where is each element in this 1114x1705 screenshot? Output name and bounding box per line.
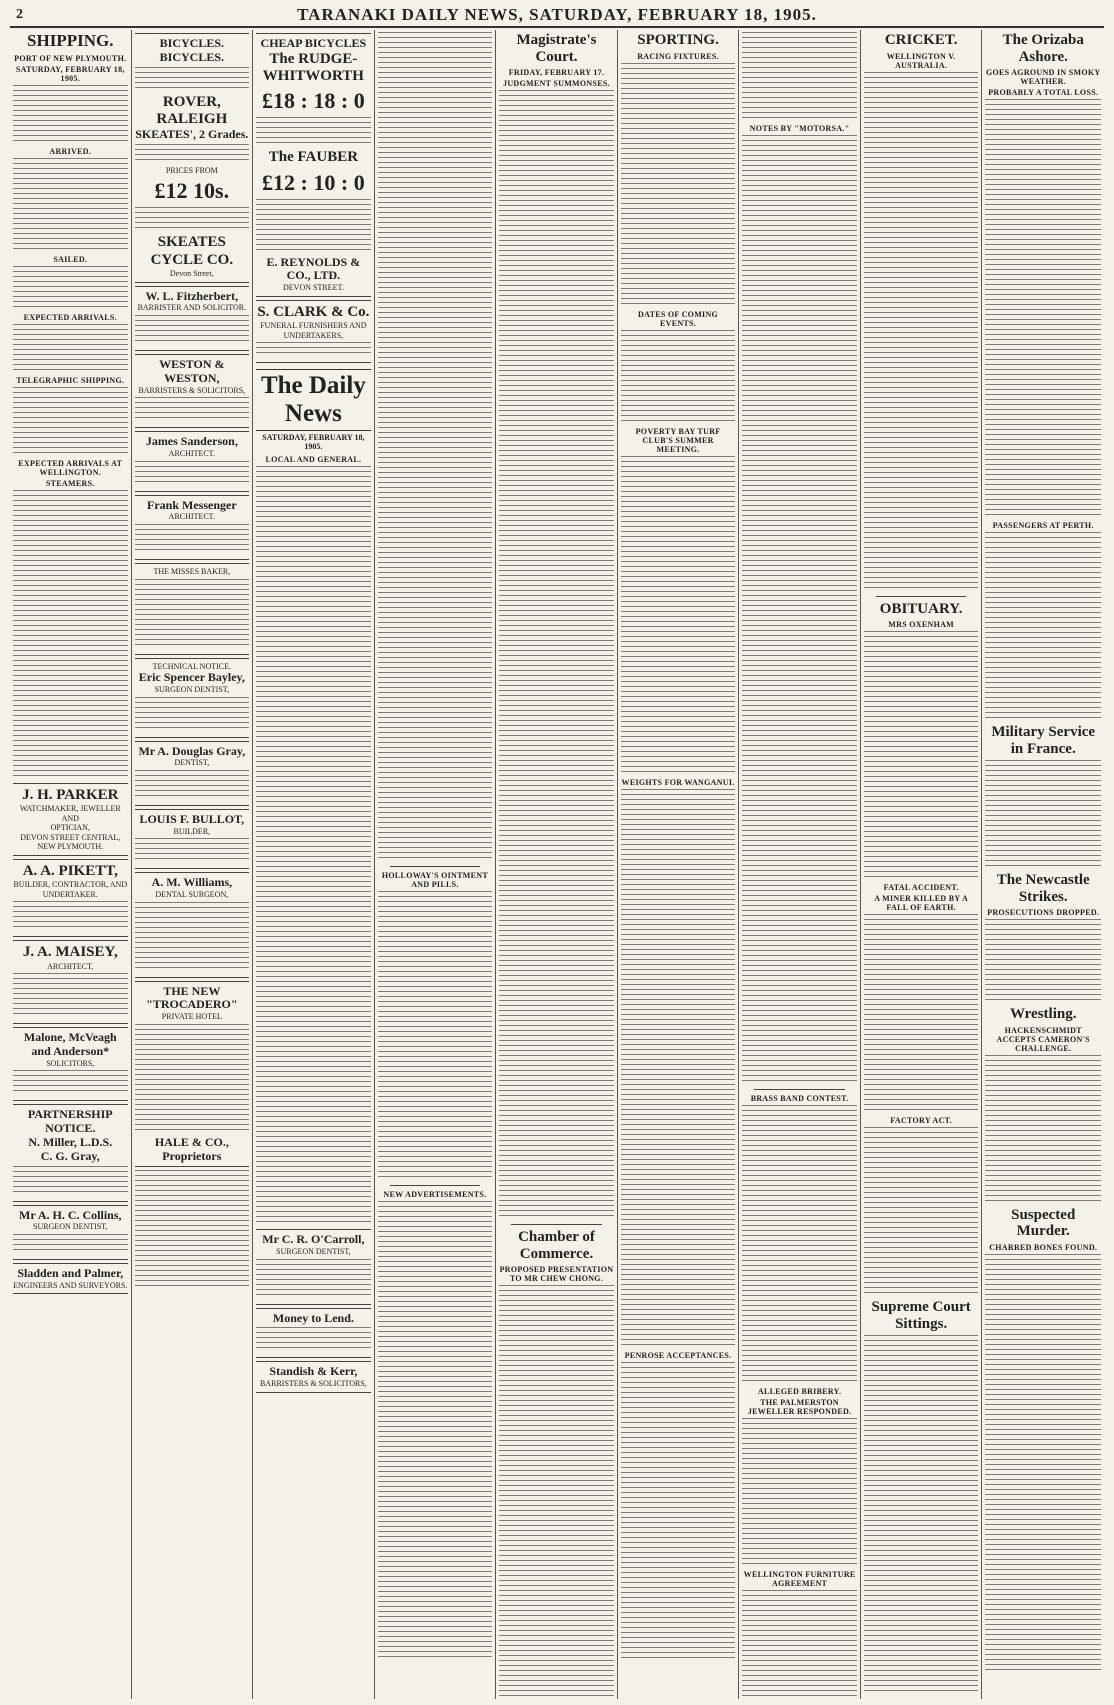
collins-line: SURGEON DENTIST, [33, 1222, 108, 1232]
malone-line: SOLICITORS, [46, 1058, 95, 1068]
standish-ad [256, 1361, 371, 1392]
text-block [135, 67, 250, 92]
chamber-subheading: PROPOSED PRESENTATION TO MR CHEW CHONG. [499, 1265, 614, 1283]
alleged-subheading: ALLEGED BRIBERY. [757, 1387, 842, 1396]
column-1 [10, 30, 132, 1699]
rudge-name: The RUDGE-WHITWORTH [262, 50, 364, 85]
text-block [256, 117, 371, 147]
baker-ad [135, 563, 250, 655]
text-block [499, 90, 614, 1220]
sporting-heading: SPORTING. [637, 32, 719, 48]
new-advertisements-heading: NEW ADVERTISEMENTS. [383, 1190, 487, 1199]
bayley-name: Eric Spencer Bayley, [138, 670, 245, 685]
judgment-subheading: JUDGMENT SUMMONSES. [503, 79, 610, 88]
orizaba-heading: The Orizaba Ashore. [1002, 32, 1084, 65]
sanderson-line: ARCHITECT. [168, 448, 215, 458]
pikett-ad [13, 859, 128, 937]
bullot-line: BUILDER, [173, 826, 211, 836]
fauber-price: £12 : 10 : 0 [262, 169, 365, 195]
daily-news-date: SATURDAY, FEBRUARY 18, 1905. [262, 433, 365, 452]
sladden-line: ENGINEERS AND SURVEYORS. [13, 1280, 128, 1290]
text-block [742, 135, 857, 1085]
skeates-grades: SKEATES', 2 Grades. [135, 127, 249, 142]
divider [390, 866, 481, 867]
text-block [621, 63, 736, 308]
text-block [985, 760, 1101, 870]
charred-subheading: CHARRED BONES FOUND. [989, 1242, 1098, 1252]
magistrate-date: FRIDAY, FEBRUARY 17. [508, 68, 605, 77]
divider [511, 1224, 602, 1225]
shipping-heading: SHIPPING. [27, 31, 114, 50]
douglas-ad [135, 741, 250, 806]
column-9 [982, 30, 1104, 1699]
wellington-furniture-subheading: WELLINGTON FURNITURE AGREEMENT [743, 1570, 856, 1588]
parker-name: J. H. PARKER [22, 786, 119, 803]
text-block [135, 461, 250, 486]
parker-line: OPTICIAN, [50, 823, 90, 833]
divider [390, 1185, 481, 1186]
reynolds-line: DEVON STREET. [283, 283, 344, 293]
text-block [864, 1335, 979, 1695]
text-block [256, 1327, 371, 1352]
ocarroll-ad [256, 1229, 371, 1304]
obituary-subheading: MRS OXENHAM [888, 620, 955, 629]
technical-heading: TECHNICAL NOTICE. [152, 661, 231, 671]
poverty-subheading: POVERTY BAY TURF CLUB'S SUMMER MEETING. [635, 426, 721, 454]
bayley-line: SURGEON DENTIST, [154, 684, 230, 694]
text-block [864, 1127, 979, 1297]
column-5 [496, 30, 618, 1699]
maisey-ad [13, 940, 128, 1024]
price-label: £12 10s. [154, 178, 230, 204]
masthead [10, 4, 1104, 28]
factory-heading: FACTORY ACT. [890, 1116, 952, 1125]
text-block [742, 1590, 857, 1699]
magistrate-heading: Magistrate's Court. [516, 32, 597, 65]
supreme-heading: Supreme Court Sittings. [871, 1299, 971, 1332]
text-block [13, 901, 128, 931]
events-subheading: DATES OF COMING EVENTS. [638, 309, 719, 328]
text-block [864, 914, 979, 1114]
passengers-subheading: PASSENGERS AT PERTH. [992, 521, 1094, 530]
text-block [13, 1070, 128, 1095]
column-2 [132, 30, 254, 1699]
column-8 [861, 30, 983, 1699]
bicycles-label: BICYCLES. [159, 36, 224, 50]
messenger-ad [135, 495, 250, 560]
money-heading: Money to Lend. [272, 1310, 354, 1325]
shipping-date: SATURDAY, FEBRUARY 18, 1905. [15, 64, 125, 83]
williams-ad [135, 872, 250, 977]
cheap-bicycles: CHEAP BICYCLES [260, 36, 367, 50]
partnership-ad [13, 1104, 128, 1201]
skeates-co-name: SKEATES CYCLE CO. [150, 234, 234, 268]
fatal-subheading: A MINER KILLED BY A FALL OF EARTH. [874, 894, 969, 912]
parker-line: DEVON STREET CENTRAL, [20, 832, 121, 842]
reynolds-name: E. REYNOLDS & CO., LTD. [266, 254, 361, 283]
weston-line: BARRISTERS & SOLICITORS, [138, 385, 246, 395]
wellington-subheading: EXPECTED ARRIVALS AT WELLINGTON. [18, 458, 123, 477]
text-block [135, 1170, 250, 1290]
text-block [621, 456, 736, 776]
skeates-co-line: Devon Street, [169, 268, 214, 278]
clark-name: S. CLARK & Co. [257, 303, 370, 320]
trocadero-ad [135, 981, 250, 1168]
text-block [135, 397, 250, 422]
messenger-line: ARCHITECT. [168, 512, 215, 522]
clark-line: FUNERAL FURNISHERS AND UNDERTAKERS, [260, 320, 367, 340]
collins-name: Mr A. H. C. Collins, [19, 1207, 122, 1222]
jeweller-subheading: THE PALMERSTON JEWELLER RESPONDED. [747, 1398, 852, 1416]
text-block [985, 919, 1101, 1004]
text-block [378, 1201, 493, 1661]
text-block [256, 342, 371, 357]
racing-subheading: RACING FIXTURES. [637, 51, 719, 61]
sanderson-ad [135, 431, 250, 491]
telegraphic-subheading: TELEGRAPHIC SHIPPING. [16, 375, 125, 385]
standish-name: Standish & Kerr, [269, 1364, 358, 1379]
orizaba-subheading: GOES AGROUND IN SMOKY WEATHER. [985, 68, 1101, 86]
text-block [135, 1024, 250, 1134]
text-block [985, 532, 1101, 722]
parker-line: NEW PLYMOUTH. [37, 842, 104, 852]
notes-subheading: NOTES BY "MOTORSA." [749, 124, 850, 133]
cricket-subheading: WELLINGTON V. AUSTRALIA. [886, 51, 956, 70]
orizaba-subheading-2: PROBABLY A TOTAL LOSS. [988, 88, 1099, 97]
malone-ad [13, 1027, 128, 1101]
text-block [621, 789, 736, 1349]
partnership-heading: PARTNERSHIP NOTICE. [27, 1107, 113, 1136]
text-block [13, 266, 128, 311]
pikett-name: A. A. PIKETT, [22, 862, 118, 879]
rudge-ad [256, 33, 371, 297]
maisey-name: J. A. MAISEY, [22, 944, 118, 961]
text-block [864, 631, 979, 881]
expected-subheading: EXPECTED ARRIVALS. [23, 312, 117, 322]
text-block [135, 207, 250, 232]
text-block [864, 72, 979, 592]
trocadero-name: THE NEW "TROCADERO" [146, 983, 238, 1012]
malone-name: Malone, McVeagh and Anderson* [23, 1030, 117, 1058]
column-4 [375, 30, 497, 1699]
rudge-price: £18 : 18 : 0 [262, 88, 365, 114]
hackenschmidt-subheading: HACKENSCHMIDT ACCEPTS CAMERON'S CHALLENGE. [996, 1025, 1090, 1053]
pikett-line: BUILDER, CONTRACTOR, AND UNDERTAKER. [13, 880, 128, 899]
weston-ad [135, 354, 250, 428]
sanderson-name: James Sanderson, [145, 434, 238, 449]
text-block [13, 1166, 128, 1196]
text-block [378, 891, 493, 1181]
text-block [135, 524, 250, 554]
text-block [985, 1254, 1101, 1674]
rover-name: ROVER, [162, 93, 221, 110]
text-block [135, 697, 250, 732]
port-subheading: PORT OF NEW PLYMOUTH. [14, 53, 127, 63]
text-block [985, 99, 1101, 519]
cricket-heading: CRICKET. [884, 32, 958, 48]
williams-line: DENTAL SURGEON, [155, 890, 229, 900]
steamers-subheading: STEAMERS. [45, 478, 95, 488]
text-block [985, 1055, 1101, 1205]
column-6 [618, 30, 740, 1699]
text-block [256, 1259, 371, 1299]
column-7 [739, 30, 861, 1699]
masthead-title: TARANAKI DAILY NEWS, SATURDAY, FEBRUARY 18, 1905. [297, 5, 817, 24]
sladden-name: Sladden and Palmer, [17, 1265, 124, 1280]
divider [754, 1089, 845, 1090]
fatal-heading: FATAL ACCIDENT. [883, 883, 959, 892]
wrestling-heading: Wrestling. [1009, 1006, 1077, 1022]
douglas-name: Mr A. Douglas Gray, [138, 743, 246, 758]
text-block [135, 770, 250, 800]
text-block [135, 144, 250, 164]
miller-name: N. Miller, L.D.S. [28, 1134, 113, 1149]
hale-name: HALE & CO., Proprietors [154, 1134, 229, 1163]
ocarroll-line: SURGEON DENTIST, [276, 1246, 351, 1256]
bullot-name: LOUIS F. BULLOT, [139, 811, 245, 826]
money-ad [256, 1308, 371, 1359]
raleigh-name: RALEIGH [156, 110, 228, 127]
douglas-line: DENTIST, [174, 758, 210, 768]
divider [876, 596, 967, 597]
text-block [135, 838, 250, 863]
sladden-ad [13, 1263, 128, 1294]
trocadero-line: PRIVATE HOTEL [161, 1012, 222, 1022]
parker-ad [13, 783, 128, 856]
daily-news-masthead: The Daily News [256, 369, 371, 431]
text-block [13, 324, 128, 374]
arrived-subheading: ARRIVED. [49, 146, 92, 156]
fitzherbert-line: BARRISTER AND SOLICITOR. [137, 303, 247, 313]
text-block [499, 1285, 614, 1699]
prices-from: PRICES FROM [165, 165, 218, 175]
fauber-name: The FAUBER [268, 149, 359, 166]
text-block [13, 85, 128, 145]
parker-line: WATCHMAKER, JEWELLER AND [19, 803, 121, 823]
text-block [256, 466, 371, 1226]
weston-name: WESTON & WESTON, [159, 356, 225, 385]
text-block [742, 1418, 857, 1568]
chamber-heading: Chamber of Commerce. [518, 1229, 595, 1262]
local-general-heading: LOCAL AND GENERAL. [265, 455, 362, 465]
newcastle-heading: The Newcastle Strikes. [996, 872, 1090, 905]
sailed-subheading: SAILED. [53, 254, 88, 264]
ocarroll-name: Mr C. R. O'Carroll, [262, 1232, 365, 1247]
text-block [621, 330, 736, 425]
text-block [13, 1234, 128, 1254]
bicycles-label: BICYCLES. [159, 49, 224, 64]
gray-name: C. G. Gray, [40, 1148, 100, 1163]
murder-heading: Suspected Murder. [1011, 1206, 1076, 1239]
williams-name: A. M. Williams, [151, 875, 233, 890]
collins-ad [13, 1205, 128, 1260]
text-block [135, 902, 250, 972]
page-number: 2 [16, 7, 24, 22]
holloway-heading: HOLLOWAY'S OINTMENT AND PILLS. [381, 871, 488, 889]
messenger-name: Frank Messenger [147, 497, 237, 512]
bullot-ad [135, 809, 250, 869]
text-block [13, 490, 128, 780]
bicycles-ad [135, 33, 250, 283]
text-block [13, 158, 128, 253]
technical-ad [135, 658, 250, 738]
military-heading: Military Service in France. [991, 724, 1096, 757]
columns [10, 30, 1104, 1699]
weights-subheading: WEIGHTS FOR WANGANUI. [621, 777, 735, 787]
text-block [742, 1105, 857, 1385]
obituary-heading: OBITUARY. [879, 600, 963, 617]
text-block [135, 579, 250, 649]
text-block [378, 32, 493, 862]
text-block [256, 199, 371, 254]
text-block [13, 387, 128, 457]
prosecutions-subheading: PROSECUTIONS DROPPED. [987, 908, 1100, 917]
maisey-line: ARCHITECT, [47, 961, 94, 971]
standish-line: BARRISTERS & SOLICITORS, [260, 1379, 367, 1389]
clark-ad [256, 300, 371, 363]
fitzherbert-name: W. L. Fitzherbert, [145, 288, 239, 303]
text-block [742, 32, 857, 122]
brass-subheading: BRASS BAND CONTEST. [750, 1094, 849, 1103]
text-block [135, 315, 250, 345]
fitzherbert-ad [135, 286, 250, 351]
acceptances-subheading: PENROSE ACCEPTANCES. [624, 1350, 732, 1360]
column-3 [253, 30, 375, 1699]
text-block [13, 973, 128, 1018]
baker-name: THE MISSES BAKER, [153, 566, 231, 576]
text-block [621, 1362, 736, 1662]
